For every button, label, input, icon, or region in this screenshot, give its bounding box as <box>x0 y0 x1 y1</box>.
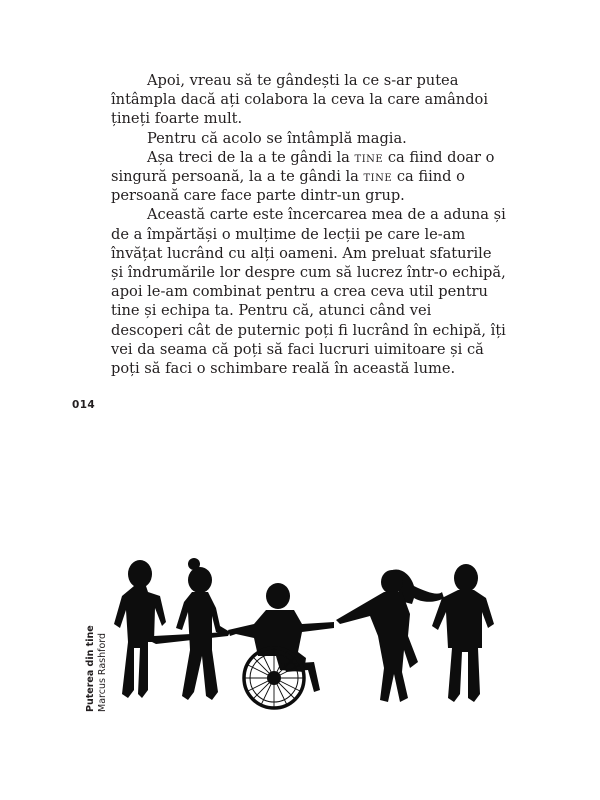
spine-label <box>85 625 109 712</box>
child-silhouette-4 <box>336 570 444 702</box>
tine-small-caps-1: tine <box>354 148 384 166</box>
paragraph-3-part-3: ca fiind o persoană care face parte dintr-un grup. <box>111 168 465 205</box>
book-title: Puterea din tine <box>85 625 96 712</box>
paragraph-1: Apoi, vreau să te gândești la ce s-ar putea întâmpla dacă ați colabora la ceva la care amândoi țineți foarte mult. <box>111 72 488 128</box>
book-author: Marcus Rashford <box>97 632 108 712</box>
body-text <box>111 71 506 378</box>
paragraph-2: Pentru că acolo se întâmplă magia. <box>147 129 407 147</box>
paragraph-3-part-1: Așa treci de la a te gândi la <box>147 148 355 166</box>
tine-small-caps-2: tine <box>363 168 393 186</box>
paragraph-3 <box>111 148 506 206</box>
paragraph-4: Această carte este încercarea mea de a aduna și de a împărtăși o mulțime de lecții pe care le-am învățat lucrând cu alți oameni. Am preluat sfaturile și îndrumările lor despre cum să lucrez într-o echipă, apoi le-am combinat pentru a crea ceva util pentru tine și echipa ta. Pentru că, atunci când vei descoperi cât de puternic poți fi lucrând în echipă, îți vei da seama că poți să faci lucruri uimitoare și că poți să faci o schimbare reală în această lume. <box>111 206 506 378</box>
paragraph-3-part-2: ca fiind doar o singură persoană, la a te gândi la <box>111 148 495 186</box>
children-silhouette-illustration <box>108 552 500 718</box>
page-number: 014 <box>72 399 96 411</box>
child-silhouette-5 <box>432 564 494 702</box>
child-silhouette-2 <box>176 558 230 700</box>
